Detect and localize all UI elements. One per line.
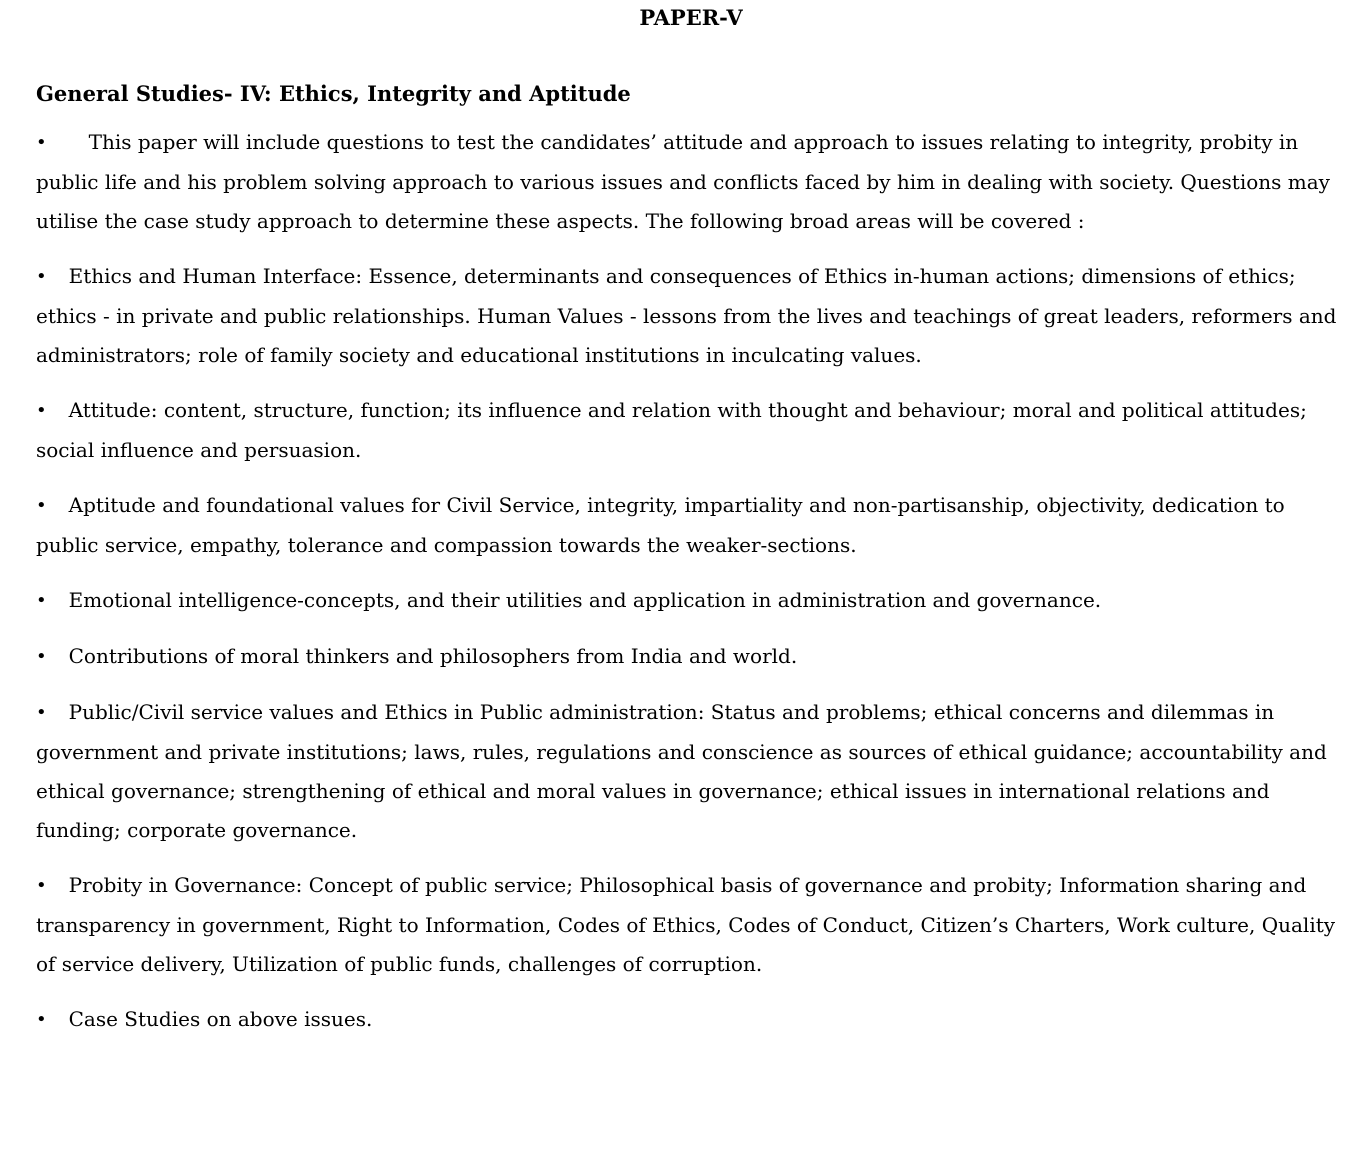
bullet-icon: • bbox=[36, 400, 47, 421]
paragraph-text: Ethics and Human Interface: Essence, determinants and consequences of Ethics in-human actions; dimensions of ethics; ethics - in private and public relationships. Human Values - lessons from the lives and teachings of great leaders, reformers and administrators; role of family society and educational institutions in inculcating values. bbox=[36, 264, 1337, 367]
bullet-paragraph bbox=[36, 693, 1346, 850]
paragraph-text: Case Studies on above issues. bbox=[68, 1007, 373, 1031]
bullet-icon: • bbox=[36, 132, 47, 153]
bullet-icon: • bbox=[36, 266, 47, 287]
paragraph-text: Public/Civil service values and Ethics in Public administration: Status and problems; ethical concerns and dilemmas in government and private institutions; laws, rules, regulations and conscience as sources of ethical guidance; accountability and ethical governance; strengthening of ethical and moral values in governance; ethical issues in international relations and funding; corporate governance. bbox=[36, 700, 1327, 842]
paragraph-text: Probity in Governance: Concept of public service; Philosophical basis of governance and probity; Information sharing and transparency in government, Right to Information, Codes of Ethics, Codes of Conduct, Citizen’s Charters, Work culture, Quality of service delivery, Utilization of public funds, challenges of corruption. bbox=[36, 873, 1336, 976]
paragraph-text: Emotional intelligence-concepts, and their utilities and application in administration and governance. bbox=[68, 588, 1102, 612]
bullet-icon: • bbox=[36, 590, 47, 611]
section-heading: General Studies- IV: Ethics, Integrity and Aptitude bbox=[36, 81, 631, 106]
bullet-paragraph bbox=[36, 637, 1346, 677]
bullet-paragraph bbox=[36, 123, 1346, 241]
bullet-paragraph bbox=[36, 257, 1346, 375]
bullet-paragraph bbox=[36, 391, 1346, 470]
paragraph-text: Contributions of moral thinkers and philosophers from India and world. bbox=[68, 644, 798, 668]
paragraph-text: Attitude: content, structure, function; its influence and relation with thought and behaviour; moral and political attitudes; social influence and persuasion. bbox=[36, 398, 1307, 462]
bullet-paragraph bbox=[36, 866, 1346, 984]
page-title: PAPER-V bbox=[639, 5, 743, 30]
bullet-icon: • bbox=[36, 702, 47, 723]
bullet-icon: • bbox=[36, 495, 47, 516]
bullet-paragraph bbox=[36, 581, 1346, 621]
bullet-icon: • bbox=[36, 646, 47, 667]
bullet-paragraph bbox=[36, 1000, 1346, 1040]
bullet-icon: • bbox=[36, 875, 47, 896]
paragraph-text: This paper will include questions to test the candidates’ attitude and approach to issues relating to integrity, probity in public life and his problem solving approach to various issues and conflicts faced by him in dealing with society. Questions may utilise the case study approach to determine these aspects. The following broad areas will be covered : bbox=[36, 130, 1330, 233]
bullet-icon: • bbox=[36, 1009, 47, 1030]
bullet-paragraph bbox=[36, 486, 1346, 565]
paragraph-text: Aptitude and foundational values for Civil Service, integrity, impartiality and non-partisanship, objectivity, dedication to public service, empathy, tolerance and compassion towards the weaker-sections. bbox=[36, 493, 1285, 557]
